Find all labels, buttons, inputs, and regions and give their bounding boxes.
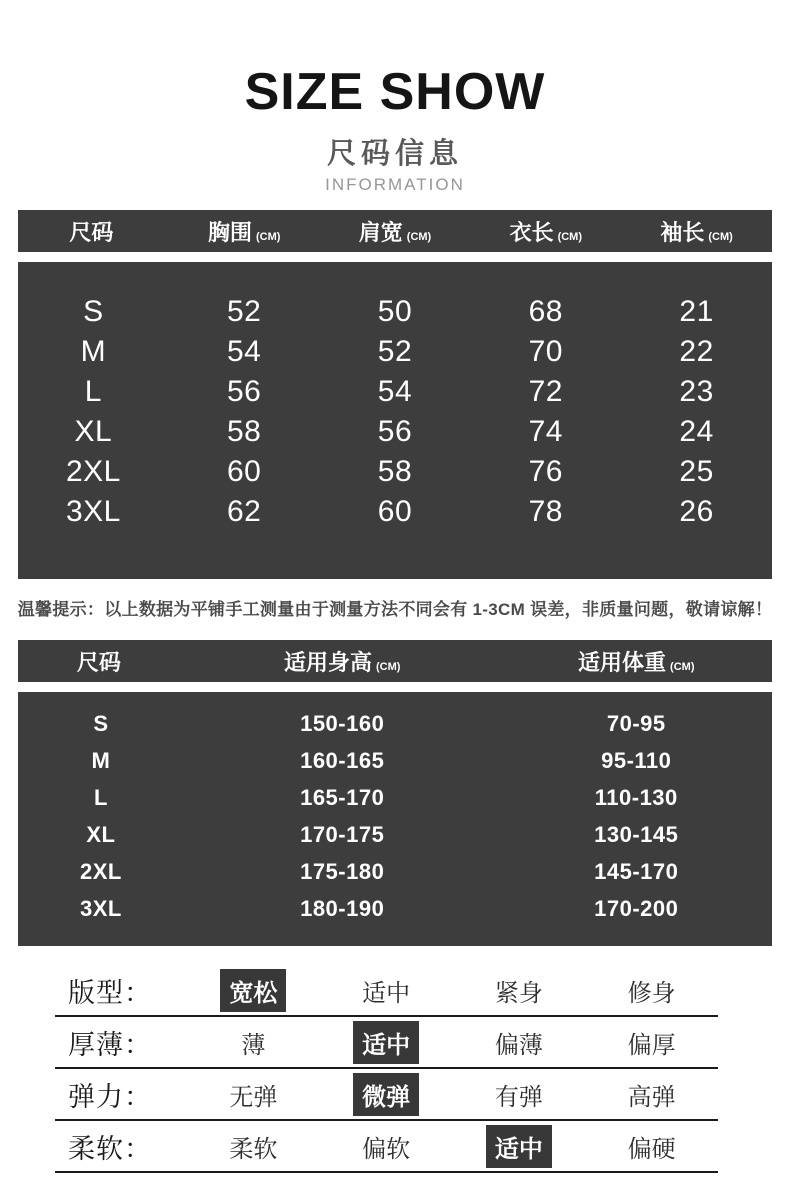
column-name: 尺码 xyxy=(69,219,114,245)
weight-cell: 110-130 xyxy=(594,784,678,810)
size-table-header-cell xyxy=(470,216,621,247)
column-name: 适用体重 xyxy=(578,649,667,675)
column-name: 适用身高 xyxy=(283,649,372,675)
attribute-option-text: 偏软 xyxy=(362,1135,411,1163)
shoulder-cell: 54 xyxy=(377,375,413,408)
attribute-row xyxy=(55,965,718,1017)
sleeve-cell: 21 xyxy=(679,295,714,328)
size-table-row xyxy=(18,492,772,532)
fit-table-row xyxy=(18,890,772,927)
weight-cell: 95-110 xyxy=(601,747,672,773)
chest-cell: 56 xyxy=(227,375,262,408)
attribute-option-text: 宽松 xyxy=(220,969,286,1012)
attribute-option xyxy=(585,1125,718,1168)
chest-cell: 60 xyxy=(227,455,262,488)
size-table-row xyxy=(18,412,772,452)
fit-table-body xyxy=(18,692,772,946)
attribute-label: 弹力： xyxy=(68,1081,152,1112)
weight-cell: 70-95 xyxy=(606,710,666,736)
size-cell: 2XL xyxy=(80,858,122,884)
size-cell: M xyxy=(91,747,111,773)
attribute-options xyxy=(187,1125,718,1168)
attribute-option-selected xyxy=(187,969,320,1012)
size-cell: 2XL xyxy=(65,455,121,488)
attribute-option-text: 紧身 xyxy=(494,979,543,1007)
chest-cell: 62 xyxy=(227,495,262,528)
attribute-row xyxy=(55,1069,718,1121)
attribute-option-text: 偏硬 xyxy=(627,1135,676,1163)
attribute-option-selected xyxy=(320,1021,453,1064)
attribute-option-text: 高弹 xyxy=(627,1083,676,1111)
attribute-label: 厚薄： xyxy=(68,1029,152,1060)
shoulder-cell: 52 xyxy=(377,335,413,368)
size-table-header-cell xyxy=(621,216,772,247)
attribute-option-text: 无弹 xyxy=(229,1083,278,1111)
attribute-option-text: 柔软 xyxy=(229,1135,278,1163)
fit-table-header-cell xyxy=(184,646,501,677)
measurement-notice: 温馨提示：以上数据为平铺手工测量由于测量方法不同会有 1-3CM 误差，非质量问题，敬请谅解！ xyxy=(17,600,773,619)
height-cell: 150-160 xyxy=(300,710,385,736)
shoulder-cell: 56 xyxy=(377,415,413,448)
weight-cell: 170-200 xyxy=(594,895,679,921)
column-name: 袖长 xyxy=(660,219,705,245)
attribute-options xyxy=(187,1073,718,1116)
attribute-option xyxy=(187,1021,320,1064)
size-cell: M xyxy=(80,335,107,368)
attribute-option-text: 适中 xyxy=(486,1125,552,1168)
attribute-option-selected xyxy=(320,1073,453,1116)
size-cell: S xyxy=(83,295,104,328)
shoulder-cell: 50 xyxy=(377,295,413,328)
sleeve-cell: 24 xyxy=(679,415,714,448)
page-header xyxy=(0,0,790,195)
attribute-option xyxy=(585,969,718,1012)
page-subtitle: 尺码信息 xyxy=(326,138,463,170)
column-name: 肩宽 xyxy=(358,219,403,245)
height-cell: 175-180 xyxy=(300,858,385,884)
attribute-option xyxy=(585,1073,718,1116)
chest-cell: 58 xyxy=(227,415,262,448)
fit-table-row xyxy=(18,853,772,890)
column-name: 尺码 xyxy=(76,649,121,675)
size-cell: L xyxy=(93,784,108,810)
attribute-option-selected xyxy=(453,1125,586,1168)
size-table-header-cell xyxy=(320,216,471,247)
fit-table-header-cell xyxy=(18,646,184,677)
length-cell: 74 xyxy=(528,415,563,448)
sleeve-cell: 25 xyxy=(679,455,714,488)
attribute-option-text: 薄 xyxy=(241,1031,266,1059)
shoulder-cell: 58 xyxy=(377,455,413,488)
size-cell: L xyxy=(84,375,102,408)
attribute-options xyxy=(187,1021,718,1064)
fit-table-header-cell xyxy=(501,646,772,677)
weight-cell: 145-170 xyxy=(594,858,679,884)
fit-table-header xyxy=(18,640,772,682)
length-cell: 70 xyxy=(528,335,563,368)
length-cell: 78 xyxy=(528,495,563,528)
weight-cell: 130-145 xyxy=(594,821,679,847)
attribute-option xyxy=(453,1073,586,1116)
sleeve-cell: 26 xyxy=(679,495,714,528)
size-table-row xyxy=(18,332,772,372)
shoulder-cell: 60 xyxy=(377,495,413,528)
attribute-row xyxy=(55,1121,718,1173)
column-unit: (CM) xyxy=(670,660,695,673)
fit-table-row xyxy=(18,705,772,742)
sleeve-cell: 23 xyxy=(679,375,714,408)
attribute-option xyxy=(187,1073,320,1116)
height-cell: 165-170 xyxy=(300,784,385,810)
attribute-label: 柔软： xyxy=(68,1133,152,1164)
chest-cell: 54 xyxy=(227,335,262,368)
attribute-row xyxy=(55,1017,718,1069)
size-cell: S xyxy=(93,710,109,736)
sleeve-cell: 22 xyxy=(679,335,714,368)
attribute-option xyxy=(187,1125,320,1168)
fit-table-row xyxy=(18,779,772,816)
attribute-label: 版型： xyxy=(68,977,152,1008)
size-table-header-cell xyxy=(18,216,169,247)
size-table-row xyxy=(18,452,772,492)
attribute-option xyxy=(320,969,453,1012)
length-cell: 72 xyxy=(528,375,563,408)
attribute-option-text: 偏薄 xyxy=(494,1031,543,1059)
attribute-option xyxy=(453,969,586,1012)
attribute-option-text: 微弹 xyxy=(353,1073,419,1116)
attribute-option xyxy=(585,1021,718,1064)
column-unit: (CM) xyxy=(406,230,432,243)
length-cell: 68 xyxy=(528,295,563,328)
column-name: 衣长 xyxy=(509,219,554,245)
attribute-options xyxy=(187,969,718,1012)
attribute-option xyxy=(320,1125,453,1168)
fit-table-row xyxy=(18,816,772,853)
size-cell: XL xyxy=(86,821,116,847)
size-cell: 3XL xyxy=(65,495,121,528)
column-unit: (CM) xyxy=(255,230,281,243)
column-unit: (CM) xyxy=(708,230,733,243)
fit-table-row xyxy=(18,742,772,779)
attribute-option xyxy=(453,1021,586,1064)
size-cell: 3XL xyxy=(80,895,122,921)
height-cell: 180-190 xyxy=(300,895,385,921)
page-title: SIZE SHOW xyxy=(244,63,546,121)
attributes-section xyxy=(55,965,718,1173)
size-table-row xyxy=(18,292,772,332)
height-cell: 160-165 xyxy=(300,747,385,773)
column-unit: (CM) xyxy=(376,660,401,673)
attribute-option-text: 修身 xyxy=(627,979,676,1007)
size-table-body xyxy=(18,262,772,579)
column-name: 胸围 xyxy=(207,219,252,245)
column-unit: (CM) xyxy=(557,230,583,243)
attribute-option-text: 适中 xyxy=(353,1021,419,1064)
page-subtitle-english: INFORMATION xyxy=(325,175,465,194)
size-table-header xyxy=(18,210,772,252)
attribute-option-text: 适中 xyxy=(362,979,411,1007)
attribute-option-text: 有弹 xyxy=(494,1083,543,1111)
chest-cell: 52 xyxy=(227,295,262,328)
size-table-header-cell xyxy=(169,216,320,247)
size-cell: XL xyxy=(74,415,113,448)
attribute-option-text: 偏厚 xyxy=(627,1031,676,1059)
length-cell: 76 xyxy=(528,455,563,488)
height-cell: 170-175 xyxy=(300,821,385,847)
size-table-row xyxy=(18,372,772,412)
